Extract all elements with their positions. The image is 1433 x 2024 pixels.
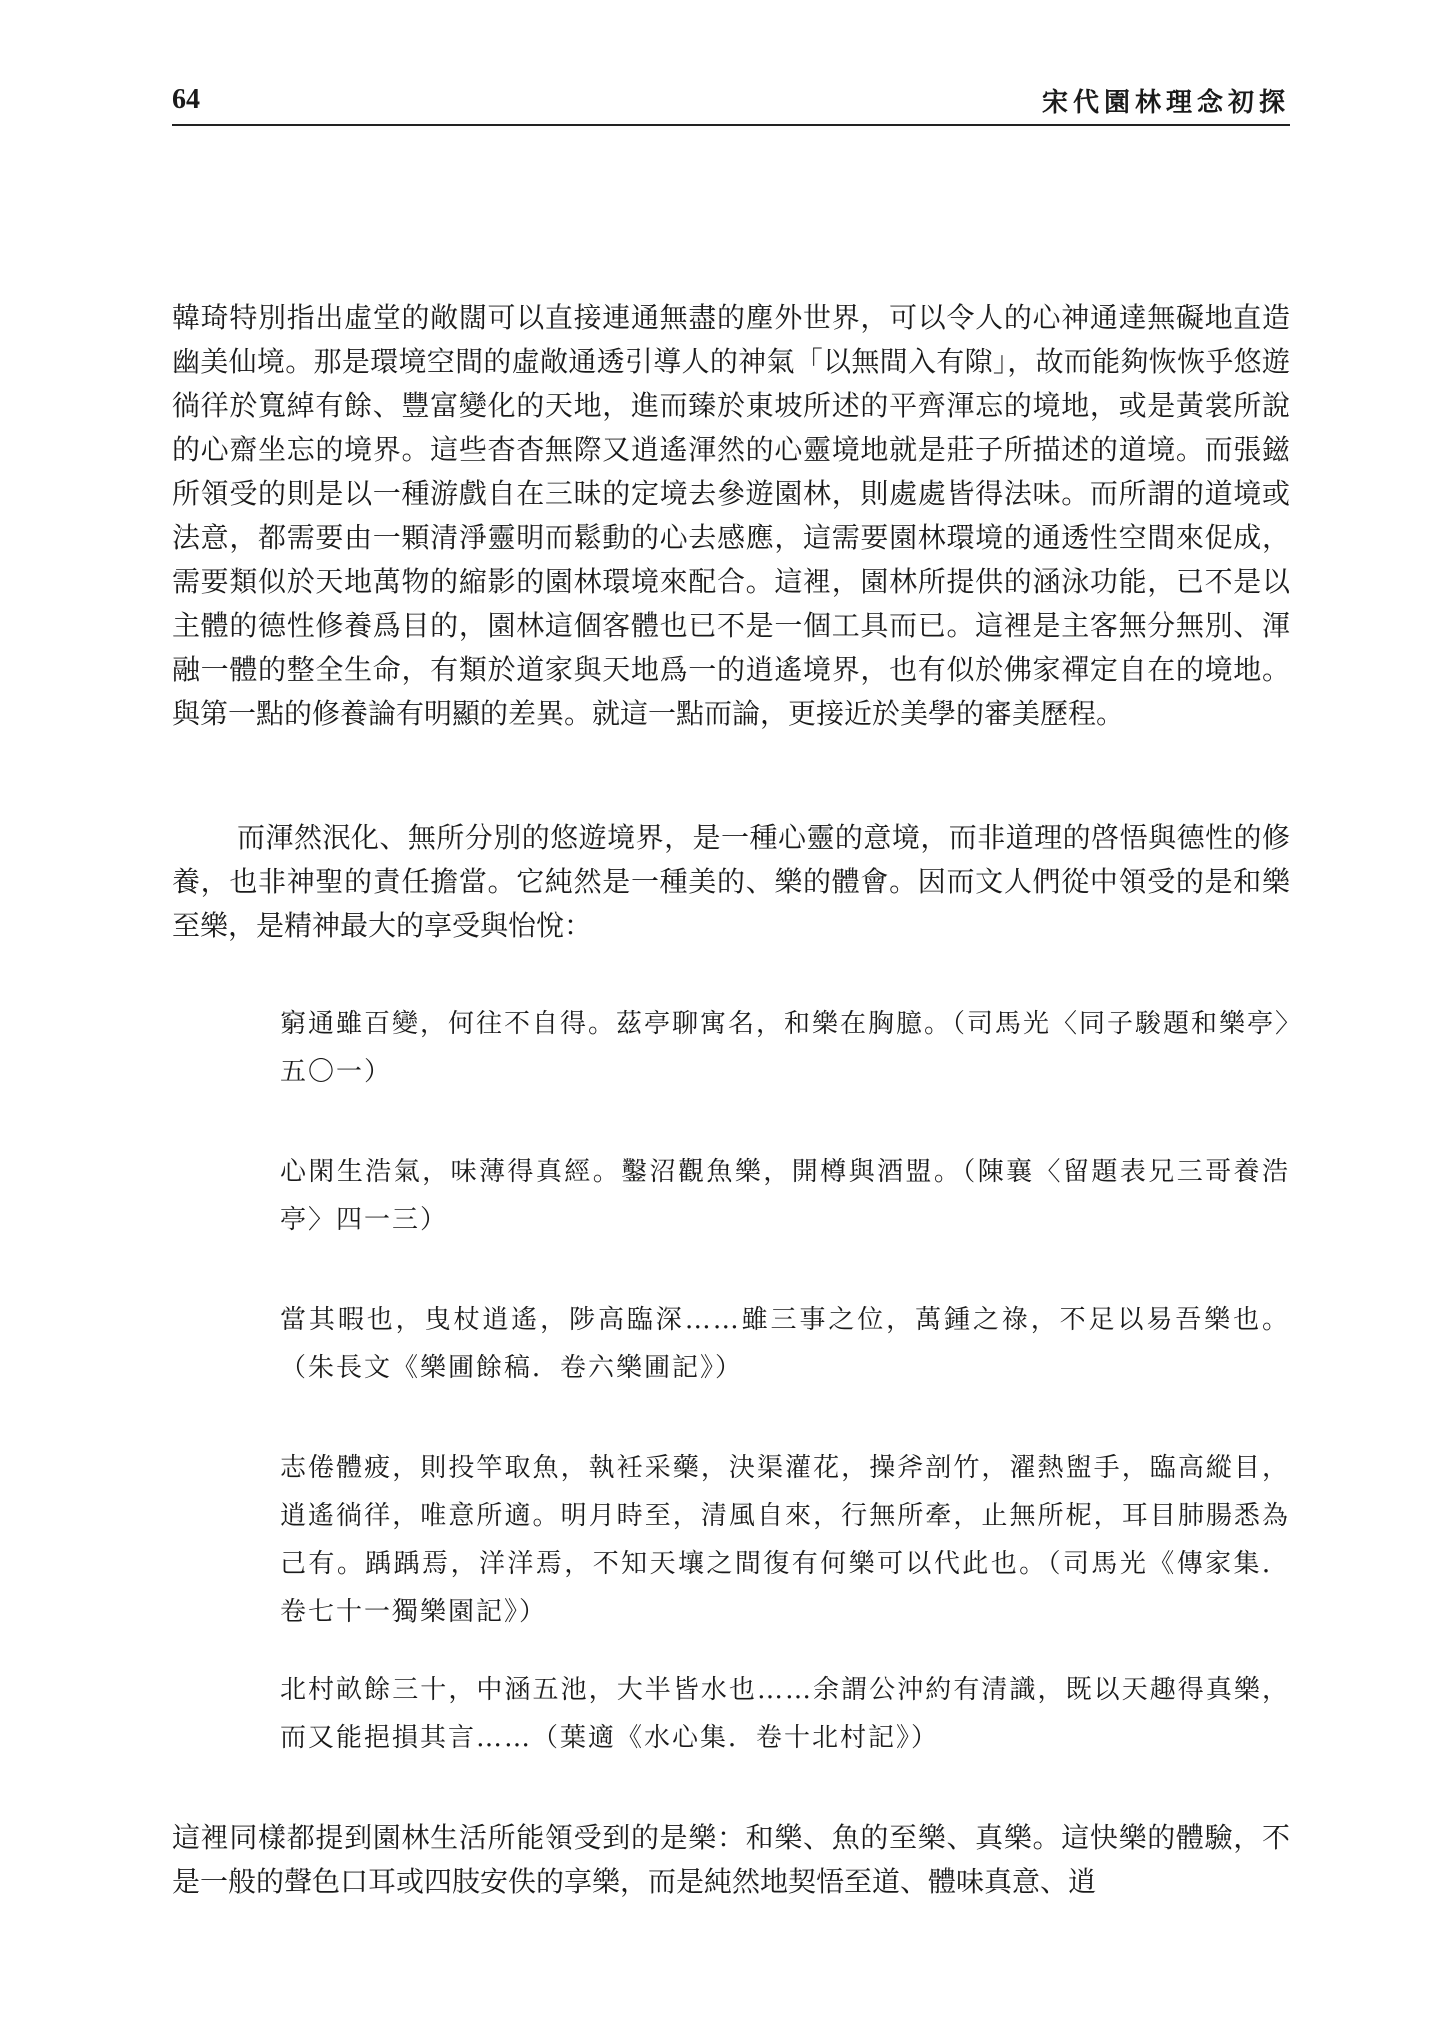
body-paragraph: 這裡同樣都提到園林生活所能領受到的是樂：和樂、魚的至樂、真樂。這快樂的體驗，不是一般的聲色口耳或四肢安佚的享樂，而是純然地契悟至道、體味真意、逍 [172, 1821, 1290, 1898]
body-paragraph: 韓琦特別指出虛堂的敞闊可以直接連通無盡的塵外世界，可以令人的心神通達無礙地直造幽美仙境。那是環境空間的虛敞通透引導人的神氣「以無間入有隙」，故而能夠恢恢乎悠遊徜徉於寬綽有餘、豐富變化的天地，進而臻於東坡所述的平齊渾忘的境地，或是黃裳所說的心齋坐忘的境界。這些杳杳無際又逍遙渾然的心靈境地就是莊子所描述的道境。而張鎡所領受的則是以一種游戲自在三昧的定境去參遊園林，則處處皆得法味。而所謂的道境或法意，都需要由一顆清淨靈明而鬆動的心去感應，這需要園林環境的通透性空間來促成，需要類似於天地萬物的縮影的園林環境來配合。這裡，園林所提供的涵泳功能，已不是以主體的德性修養爲目的，園林這個客體也已不是一個工具而已。這裡是主客無分無別、渾融一體的整全生命，有類於道家與天地爲一的逍遙境界，也有似於佛家禪定自在的境地。與第一點的修養論有明顯的差異。就這一點而論，更接近於美學的審美歷程。 [172, 301, 1290, 730]
block-quote: 心閑生浩氣，味薄得真經。鑿沼觀魚樂，開樽與酒盟。（陳襄〈留題表兄三哥養浩亭〉四一三） [280, 1157, 1290, 1235]
body-paragraph: 而渾然泯化、無所分別的悠遊境界，是一種心靈的意境，而非道理的啓悟與德性的修養，也非神聖的責任擔當。它純然是一種美的、樂的體會。因而文人們從中領受的是和樂至樂，是精神最大的享受與怡悅： [172, 821, 1290, 942]
block-quote: 窮通雖百變，何往不自得。茲亭聊寓名，和樂在胸臆。（司馬光〈同子駿題和樂亭〉五〇一） [280, 1009, 1291, 1087]
page-header [172, 78, 1290, 126]
running-title: 宋代園林理念初探 [1041, 88, 1290, 118]
block-quote: 當其暇也，曳杖逍遙，陟高臨深……雖三事之位，萬鍾之祿，不足以易吾樂也。（朱長文《樂圃餘稿．卷六樂圃記》） [280, 1305, 1290, 1383]
page-number: 64 [172, 84, 200, 115]
block-quote: 志倦體疲，則投竿取魚，執衽采藥，決渠灌花，操斧剖竹，濯熱盥手，臨高縱目，逍遙徜徉，唯意所適。明月時至，清風自來，行無所牽，止無所柅，耳目肺腸悉為己有。踽踽焉，洋洋焉，不知天壤之間復有何樂可以代此也。（司馬光《傳家集．卷七十一獨樂園記》） [280, 1453, 1290, 1627]
block-quote: 北村畝餘三十，中涵五池，大半皆水也……余謂公沖約有清識，既以天趣得真樂，而又能挹損其言……（葉適《水心集．卷十北村記》） [280, 1675, 1290, 1753]
